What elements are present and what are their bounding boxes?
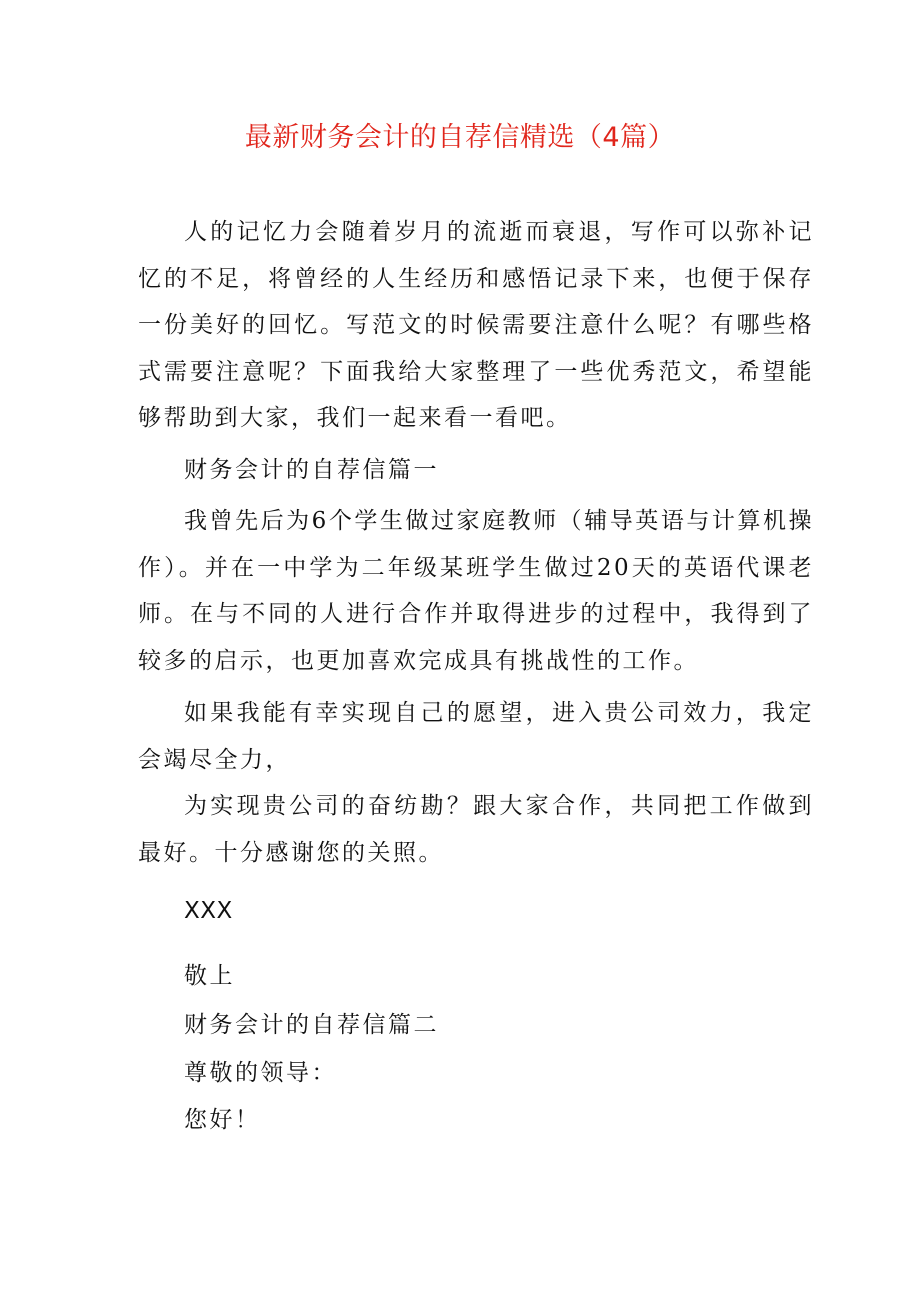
section2-heading: 财务会计的自荐信篇二 — [184, 1012, 439, 1038]
signature-name: XXX — [184, 898, 233, 924]
document-title: 最新财务会计的自荐信精选（4篇） — [244, 122, 676, 153]
section1-heading: 财务会计的自荐信篇一 — [184, 457, 439, 483]
section1-block-2 — [138, 690, 814, 783]
section1-paragraph-1: 我曾先后为6个学生做过家庭教师（辅导英语与计算机操作）。并在一中学为二年级某班学生做过20天的英语代课老师。在与不同的人进行合作并取得进步的过程中，我得到了较多的启示，也更加喜欢完成具有挑战性的工作。 — [138, 508, 814, 674]
intro-paragraph: 人的记忆力会随着岁月的流逝而衰退，写作可以弥补记忆的不足，将曾经的人生经历和感悟记录下来，也便于保存一份美好的回忆。写范文的时候需要注意什么呢？有哪些格式需要注意呢？下面我给大家整理了一些优秀范文，希望能够帮助到大家，我们一起来看一看吧。 — [138, 219, 814, 431]
section2-salutation: 尊敬的领导： — [184, 1060, 337, 1086]
section2-greeting: 您好！ — [184, 1107, 261, 1133]
section1-paragraph-3: 为实现贵公司的奋纺勘？跟大家合作，共同把工作做到最好。十分感谢您的关照。 — [138, 793, 814, 866]
intro-block — [138, 209, 814, 442]
section1-block-3 — [138, 783, 814, 876]
signature-closing: 敬上 — [184, 963, 235, 989]
section1-paragraph-2: 如果我能有幸实现自己的愿望，进入贵公司效力，我定会竭尽全力， — [138, 700, 814, 773]
section1-block — [138, 498, 814, 684]
